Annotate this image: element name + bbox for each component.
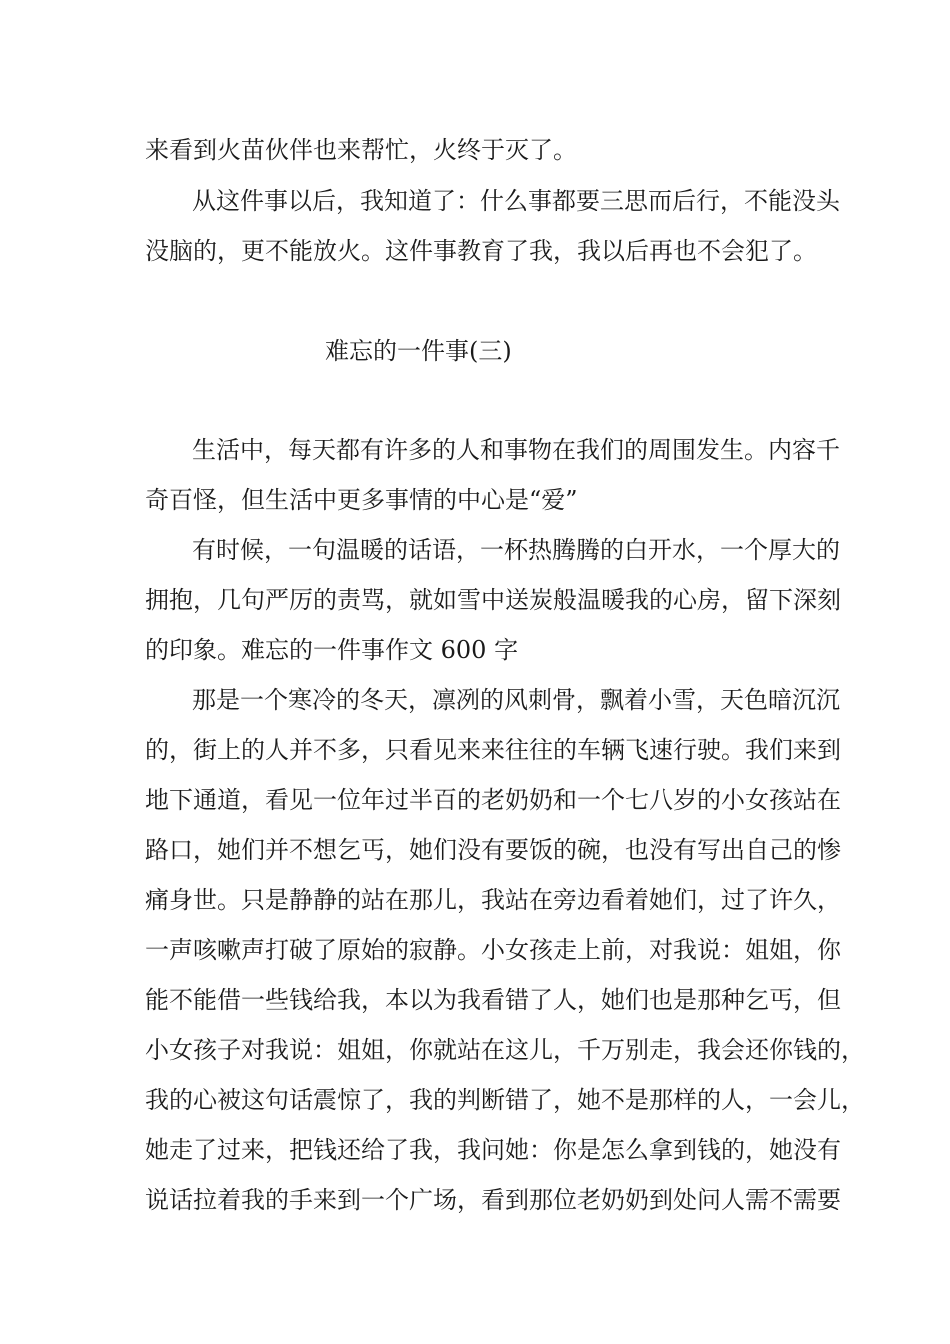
paragraph-line: 能不能借一些钱给我，本以为我看错了人，她们也是那种乞丐，但 — [145, 986, 841, 1014]
paragraph-line: 她走了过来，把钱还给了我，我问她：你是怎么拿到钱的，她没有 — [145, 1136, 841, 1164]
paragraph-line: 奇百怪，但生活中更多事情的中心是“爱” — [145, 486, 578, 514]
paragraph-line: 小女孩子对我说：姐姐，你就站在这儿，千万别走，我会还你钱的， — [145, 1036, 865, 1064]
paragraph-line: 一声咳嗽声打破了原始的寂静。小女孩走上前，对我说：姐姐，你 — [145, 936, 841, 964]
paragraph-line: 有时候，一句温暖的话语，一杯热腾腾的白开水，一个厚大的 — [192, 536, 840, 564]
paragraph-line: 的，街上的人并不多，只看见来来往往的车辆飞速行驶。我们来到 — [145, 736, 841, 764]
section-title: 难忘的一件事(三) — [325, 337, 512, 365]
paragraph-line: 地下通道，看见一位年过半百的老奶奶和一个七八岁的小女孩站在 — [145, 786, 841, 814]
paragraph-line: 我的心被这句话震惊了，我的判断错了，她不是那样的人，一会儿， — [145, 1086, 865, 1114]
paragraph-line: 痛身世。只是静静的站在那儿，我站在旁边看着她们，过了许久， — [145, 886, 841, 914]
paragraph-line: 来看到火苗伙伴也来帮忙，火终于灭了。 — [145, 136, 577, 164]
paragraph-line: 没脑的，更不能放火。这件事教育了我，我以后再也不会犯了。 — [145, 237, 817, 265]
paragraph-line: 从这件事以后，我知道了：什么事都要三思而后行，不能没头 — [192, 187, 840, 215]
paragraph-line: 说话拉着我的手来到一个广场，看到那位老奶奶到处问人需不需要 — [145, 1186, 841, 1214]
paragraph-line: 生活中，每天都有许多的人和事物在我们的周围发生。内容千 — [192, 436, 840, 464]
paragraph-line: 的印象。难忘的一件事作文 600 字 — [145, 636, 519, 664]
paragraph-line: 路口，她们并不想乞丐，她们没有要饭的碗，也没有写出自己的惨 — [145, 836, 841, 864]
paragraph-line: 那是一个寒冷的冬天，凛冽的风刺骨，飘着小雪，天色暗沉沉 — [192, 686, 840, 714]
paragraph-line: 拥抱，几句严厉的责骂，就如雪中送炭般温暖我的心房，留下深刻 — [145, 586, 841, 614]
